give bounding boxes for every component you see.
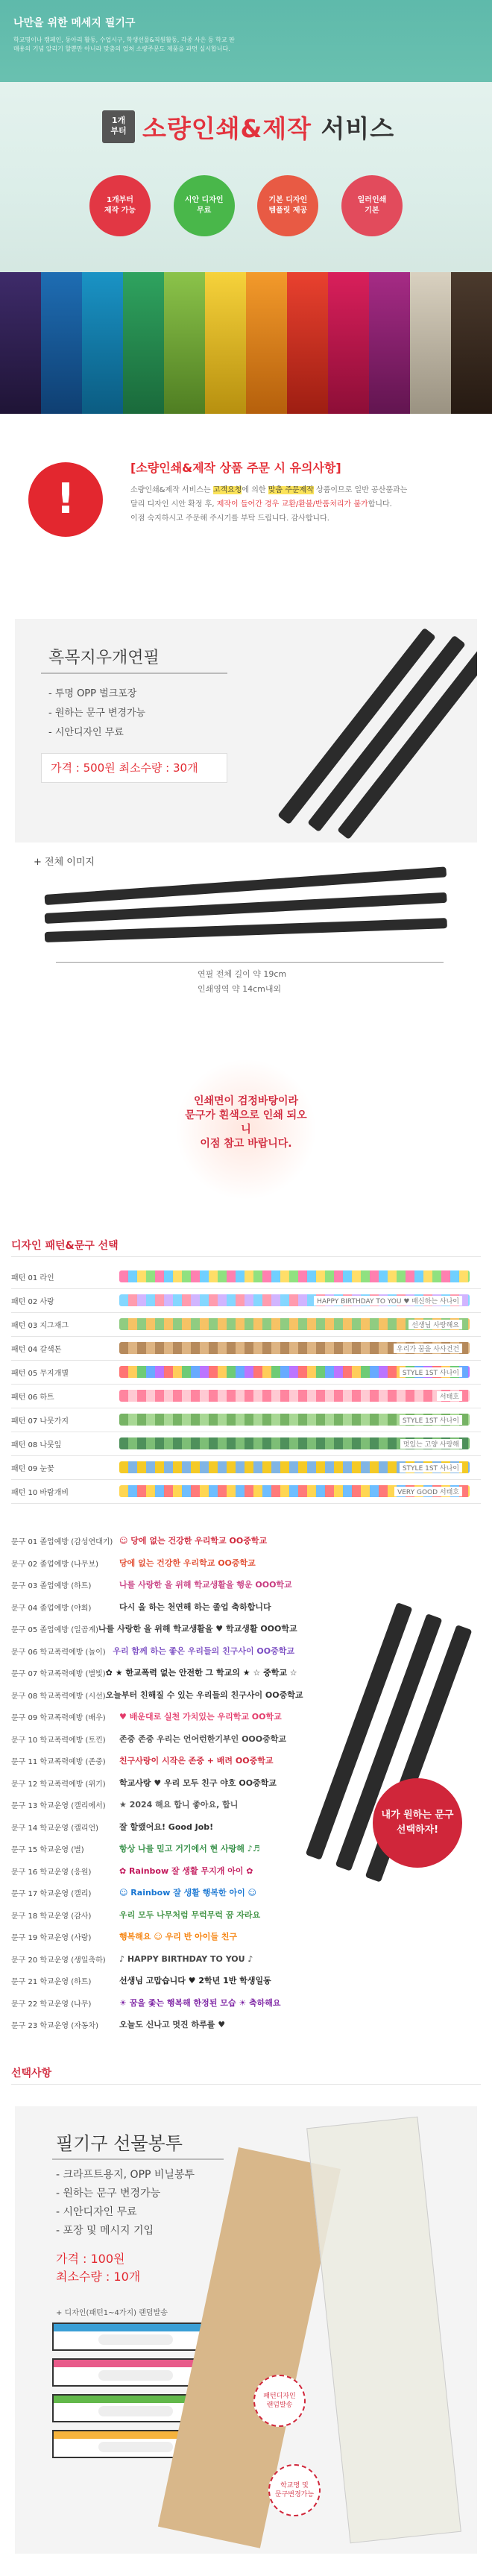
phrase-row[interactable] xyxy=(11,1992,294,2013)
hero-title-row xyxy=(102,104,394,149)
phrase-label: 문구 18 학교운영 (감사) xyxy=(11,1912,92,1921)
hero-title-rest: 서비스 xyxy=(312,113,395,143)
phrase-label: 문구 02 졸업예방 (나무보) xyxy=(11,1560,99,1569)
phrase-row[interactable] xyxy=(11,1816,294,1837)
phrase-sample-text: 당에 없는 건강한 우리학교 OO중학교 xyxy=(119,1558,256,1568)
envelope-name-slot xyxy=(98,2370,173,2381)
phrase-label: 문구 21 학교운영 (하트) xyxy=(11,1977,92,1986)
options-title: 선택사항 xyxy=(11,2068,52,2079)
min-qty-badge: 1개 부터 xyxy=(102,110,135,143)
pattern-sample-text: VERY GOOD 서태호 xyxy=(394,1487,462,1496)
feature-circle-3: 기본 디자인 템플릿 제공 xyxy=(257,175,318,236)
phrase-label: 문구 09 학교폭력예방 (배우) xyxy=(11,1713,106,1722)
opp-bag-image xyxy=(306,2117,461,2544)
pattern-label: 패턴 08 나뭇잎 xyxy=(11,1440,62,1449)
phrase-row[interactable] xyxy=(11,1860,294,1881)
phrase-sample-text: 나를 사랑한 을 위해 학교생활을 ♥ 학교생활 OOO학교 xyxy=(98,1624,297,1634)
phrase-row[interactable] xyxy=(11,1684,303,1705)
random-pattern-callout: 패턴디자인 랜덤발송 xyxy=(253,2375,306,2427)
feature-item: - 시안디자인 무료 xyxy=(48,727,124,738)
phrase-sample-text: 친구사랑이 시작은 존중 + 배려 OO중학교 xyxy=(119,1756,274,1766)
phrase-sample-text: 잘 할랬어요! Good Job! xyxy=(119,1822,214,1832)
product-card-envelope xyxy=(15,2106,477,2554)
dimension-line xyxy=(56,962,444,963)
phrase-row[interactable] xyxy=(11,1926,294,1947)
pattern-strip xyxy=(119,1366,470,1378)
pattern-row[interactable] xyxy=(11,1480,481,1502)
pattern-label: 패턴 01 라인 xyxy=(11,1273,54,1282)
black-background-note: 인쇄면이 검정바탕이라 문구가 흰색으로 인쇄 되오니 이점 참고 바랍니다. xyxy=(185,1095,307,1150)
divider xyxy=(11,1503,481,1504)
phrase-label: 문구 23 학교운영 (자동차) xyxy=(11,2021,99,2030)
phrase-label: 문구 04 졸업예방 (야회) xyxy=(11,1604,92,1613)
phrase-label: 문구 17 학교운영 (캘리) xyxy=(11,1889,92,1898)
feature-item: - 크라프트용지, OPP 비닐봉투 xyxy=(56,2169,195,2181)
product-features xyxy=(56,2166,195,2240)
phrase-row[interactable] xyxy=(11,1552,294,1573)
phrase-label: 문구 14 학교운영 (캘리언) xyxy=(11,1824,99,1833)
phrase-sample-text: 오늘부터 친해질 수 있는 우리들의 친구사이 OO중학교 xyxy=(105,1690,303,1700)
pattern-row[interactable] xyxy=(11,1432,481,1455)
phrase-row[interactable] xyxy=(11,1948,294,1969)
pattern-strip xyxy=(119,1461,470,1473)
phrase-row[interactable] xyxy=(11,1662,297,1683)
phrase-label: 문구 11 학교폭력예방 (존중) xyxy=(11,1757,106,1766)
phrase-row[interactable] xyxy=(11,1882,294,1903)
order-notice xyxy=(0,447,492,589)
choose-phrase-bubble: 내가 원하는 문구 선택하자! xyxy=(373,1778,462,1868)
notice-text: 에 의한 xyxy=(242,486,268,494)
phrase-label: 문구 01 졸업예방 (감성연대기) xyxy=(11,1537,113,1546)
pattern-row[interactable] xyxy=(11,1385,481,1407)
phrase-sample-text: 선생님 고맙습니다 ♥ 2학년 1반 학생일동 xyxy=(119,1976,271,1985)
phrase-row[interactable] xyxy=(11,1772,294,1793)
pattern-strip xyxy=(119,1414,470,1426)
design-section-title: 디자인 패턴&문구 선택 xyxy=(11,1240,119,1252)
pattern-strip xyxy=(119,1318,470,1330)
min-qty: 최소수량 : 10개 xyxy=(56,2270,141,2284)
phrase-row[interactable] xyxy=(11,1728,294,1749)
phrase-row[interactable] xyxy=(11,1530,294,1551)
pattern-label: 패턴 06 하트 xyxy=(11,1393,54,1402)
notice-text: 상품이므로 일반 공산품과는 xyxy=(313,486,408,494)
pattern-row[interactable] xyxy=(11,1313,481,1335)
phrase-sample-text: 나를 사랑한 을 위해 학교생활을 행운 OOO학교 xyxy=(119,1580,292,1590)
phrase-label: 문구 16 학교운영 (응원) xyxy=(11,1868,92,1877)
phrase-row[interactable] xyxy=(11,1706,294,1727)
phrase-label: 문구 05 졸업예방 (일곱계) xyxy=(11,1625,99,1634)
hero-description: 학교명이나 캠페인, 동아리 활동, 수업시구, 학생선물&직원활동, 각종 사은 등 학교 판매용의 기념 알리기 할뿐만 아니라 맞춤의 업쳐 소량주문도 제품을 파먼 실시합니다. xyxy=(13,37,235,52)
pattern-strip xyxy=(119,1270,470,1282)
product-features xyxy=(48,684,145,743)
pattern-strip xyxy=(119,1485,470,1497)
pencil-image xyxy=(45,918,447,942)
feature-item: - 시안디자인 무료 xyxy=(56,2206,137,2218)
pattern-sample-text: 선생님 사랑해요 xyxy=(409,1320,462,1329)
phrase-row[interactable] xyxy=(11,1574,294,1595)
full-image-label: + 전체 이미지 xyxy=(34,857,95,868)
phrase-label: 문구 13 학교운영 (캘리에서) xyxy=(11,1801,106,1810)
product-title: 흑목지우개연필 xyxy=(48,649,160,667)
hero-title-highlight: 소량인쇄&제작 xyxy=(142,113,312,143)
price-box: 가격 : 500원 최소수량 : 30개 xyxy=(41,753,227,783)
phrase-label: 문구 08 학교폭력예방 (시선) xyxy=(11,1692,106,1701)
envelope-sample-1 xyxy=(52,2323,220,2351)
pattern-strip xyxy=(119,1437,470,1449)
feature-circle-4: 일러인쇄 기본 xyxy=(341,175,403,236)
phrase-row[interactable] xyxy=(11,1970,294,1991)
pattern-sample-text: 멋있는 고양 사랑해 xyxy=(400,1439,462,1449)
feature-circles xyxy=(89,175,403,236)
divider xyxy=(11,1256,481,1257)
warning-icon: ! xyxy=(28,462,103,537)
pattern-strip xyxy=(119,1294,470,1306)
phrase-sample-text: 다시 올 하는 천연해 하는 졸업 축하합니다 xyxy=(119,1602,271,1612)
notice-text: 합니다. xyxy=(368,500,392,508)
phrase-row[interactable] xyxy=(11,1838,294,1859)
pattern-label: 패턴 05 무지개별 xyxy=(11,1369,69,1378)
feature-circle-1: 1개부터 제작 가능 xyxy=(89,175,151,236)
pattern-sample-text: STYLE 1ST 사나이 xyxy=(400,1463,462,1473)
pattern-label: 패턴 10 바람개비 xyxy=(11,1488,69,1497)
pattern-label: 패턴 09 눈꽃 xyxy=(11,1464,54,1473)
divider xyxy=(41,673,227,674)
pattern-label: 패턴 04 갈색톤 xyxy=(11,1345,62,1354)
phrase-sample-text: 오늘도 신나고 멋진 하루를 ♥ xyxy=(119,2020,226,2029)
notice-body xyxy=(130,483,481,526)
feature-item: - 투명 OPP 벌크포장 xyxy=(48,688,137,699)
phrase-label: 문구 22 학교운영 (나무) xyxy=(11,2000,92,2009)
pattern-row[interactable] xyxy=(11,1408,481,1431)
colored-pencils-photo xyxy=(0,272,492,414)
phrase-label: 문구 10 학교폭력예방 (토낀) xyxy=(11,1736,106,1745)
pattern-row[interactable] xyxy=(11,1456,481,1478)
pattern-strip xyxy=(119,1390,470,1402)
phrase-row[interactable] xyxy=(11,1618,297,1639)
pattern-label: 패턴 02 사랑 xyxy=(11,1297,54,1306)
price-info xyxy=(56,2250,140,2286)
notice-text: 소량인쇄&제작 서비스는 xyxy=(130,486,213,494)
pattern-row[interactable] xyxy=(11,1265,481,1288)
phrase-sample-text: ✿ Rainbow 잘 생활 무지개 아이 ✿ xyxy=(119,1866,253,1876)
phrase-row[interactable] xyxy=(11,1596,294,1617)
notice-warning-text: 제작이 들어간 경우 교환/환불/반품처리가 불가 xyxy=(216,500,368,508)
product-card-pencil xyxy=(15,619,477,843)
feature-item: - 원하는 문구 변경가능 xyxy=(56,2188,161,2199)
phrase-change-callout: 학교명 및 문구변경가능 xyxy=(268,2464,321,2516)
phrase-sample-text: ☺ Rainbow 잘 생활 행복한 아이 ☺ xyxy=(119,1888,257,1898)
phrase-sample-text: 항상 나를 믿고 거기에서 현 사랑해 ♪♬ xyxy=(119,1844,260,1854)
pattern-sample-text: 우리가 꿈을 사사건건 xyxy=(394,1344,462,1353)
notice-highlight: 고객요청 xyxy=(212,486,242,494)
envelope-name-slot xyxy=(98,2334,173,2345)
product-title: 필기구 선물봉투 xyxy=(56,2133,183,2154)
phrase-row[interactable] xyxy=(11,1640,294,1661)
design-label: + 디자인(패턴1~4가지) 랜덤발송 xyxy=(56,2309,168,2317)
pattern-sample-text: HAPPY BIRTHDAY TO YOU ♥ 배신하는 사나이 xyxy=(314,1296,462,1306)
phrase-label: 문구 19 학교운영 (사랑) xyxy=(11,1933,92,1942)
phrase-row[interactable] xyxy=(11,2014,294,2035)
phrase-sample-text: 행복해요 ☺ 우리 반 아이들 친구 xyxy=(119,1932,238,1942)
pattern-sample-text: STYLE 1ST 사나이 xyxy=(400,1415,462,1425)
notice-text: 이점 숙지하시고 주문해 주시기를 부탁 드립니다. 감사합니다. xyxy=(130,514,329,523)
feature-item: - 포장 및 메시지 기입 xyxy=(56,2225,154,2237)
pattern-label: 패턴 03 지그재그 xyxy=(11,1321,69,1330)
phrase-sample-text: ★ 2024 해요 합니 좋아요, 합니 xyxy=(119,1800,239,1810)
phrase-sample-text: ♥ 배운대로 실천 가치있는 우리학교 OO학교 xyxy=(119,1712,282,1722)
phrase-label: 문구 06 학교폭력예방 (놀이) xyxy=(11,1648,106,1657)
phrase-label: 문구 15 학교운영 (별) xyxy=(11,1845,84,1854)
phrase-label: 문구 07 학교폭력예방 (별빛) xyxy=(11,1669,106,1678)
pattern-row[interactable] xyxy=(11,1337,481,1359)
phrase-row[interactable] xyxy=(11,1904,294,1925)
phrase-sample-text: ✿ ★ 한교폭력 없는 안전한 그 학교의 ★ ☆ 중학교 ☆ xyxy=(105,1668,297,1678)
feature-item: - 원하는 문구 변경가능 xyxy=(48,708,146,719)
price: 가격 : 100원 xyxy=(56,2252,125,2266)
pencil-image xyxy=(277,628,436,825)
pattern-label: 패턴 07 나뭇가지 xyxy=(11,1417,69,1426)
notice-highlight: 맞춤 주문제작 xyxy=(268,486,314,494)
phrase-sample-text: ☺ 당에 없는 건강한 우리학교 OO중학교 xyxy=(119,1536,268,1546)
hero-tagline: 나만을 위한 메세지 필기구 xyxy=(13,17,136,29)
divider xyxy=(52,2158,224,2160)
divider xyxy=(11,2084,481,2085)
pattern-row[interactable] xyxy=(11,1289,481,1311)
phrase-sample-text: 존중 존중 우리는 언어런한기부인 OOO중학교 xyxy=(119,1734,287,1744)
pencil-length: 연필 전체 길이 약 19cm xyxy=(198,969,287,979)
phrase-label: 문구 12 학교폭력예방 (위기) xyxy=(11,1780,106,1789)
pattern-sample-text: STYLE 1ST 사나이 xyxy=(400,1367,462,1377)
pattern-sample-text: 서태호 xyxy=(437,1391,462,1401)
phrase-row[interactable] xyxy=(11,1794,294,1815)
phrase-label: 문구 20 학교운영 (생일축하) xyxy=(11,1956,106,1965)
pencil-image xyxy=(307,635,466,832)
phrase-sample-text: ☀ 꿈을 좇는 행복해 한정된 모습 ☀ 축하해요 xyxy=(119,1998,281,2008)
hero-title xyxy=(142,110,394,145)
phrase-sample-text: 학교사랑 ♥ 우리 모두 친구 야호 OO중학교 xyxy=(119,1778,277,1788)
pattern-row[interactable] xyxy=(11,1361,481,1383)
envelope-name-slot xyxy=(98,2406,173,2416)
phrase-sample-text: ♪ HAPPY BIRTHDAY TO YOU ♪ xyxy=(119,1953,253,1964)
phrase-label: 문구 03 졸업예방 (하트) xyxy=(11,1581,92,1590)
print-area: 인쇄영역 약 14cm내외 xyxy=(198,984,282,994)
notice-text: 달리 디자인 시안 확정 후, xyxy=(130,500,217,508)
feature-circle-2: 시안 디자인 무료 xyxy=(174,175,235,236)
envelope-name-slot xyxy=(98,2442,173,2452)
phrase-sample-text: 우리 모두 나무처럼 무럭무럭 꿈 자라요 xyxy=(119,1910,261,1920)
hero-banner xyxy=(0,0,492,414)
envelope-band xyxy=(54,2324,218,2331)
notice-title: [소량인쇄&제작 상품 주문 시 유의사항] xyxy=(130,461,341,475)
phrase-sample-text: 우리 함께 하는 좋은 우리들의 친구사이 OO중학교 xyxy=(113,1646,294,1656)
pattern-strip xyxy=(119,1342,470,1354)
phrase-row[interactable] xyxy=(11,1750,294,1771)
